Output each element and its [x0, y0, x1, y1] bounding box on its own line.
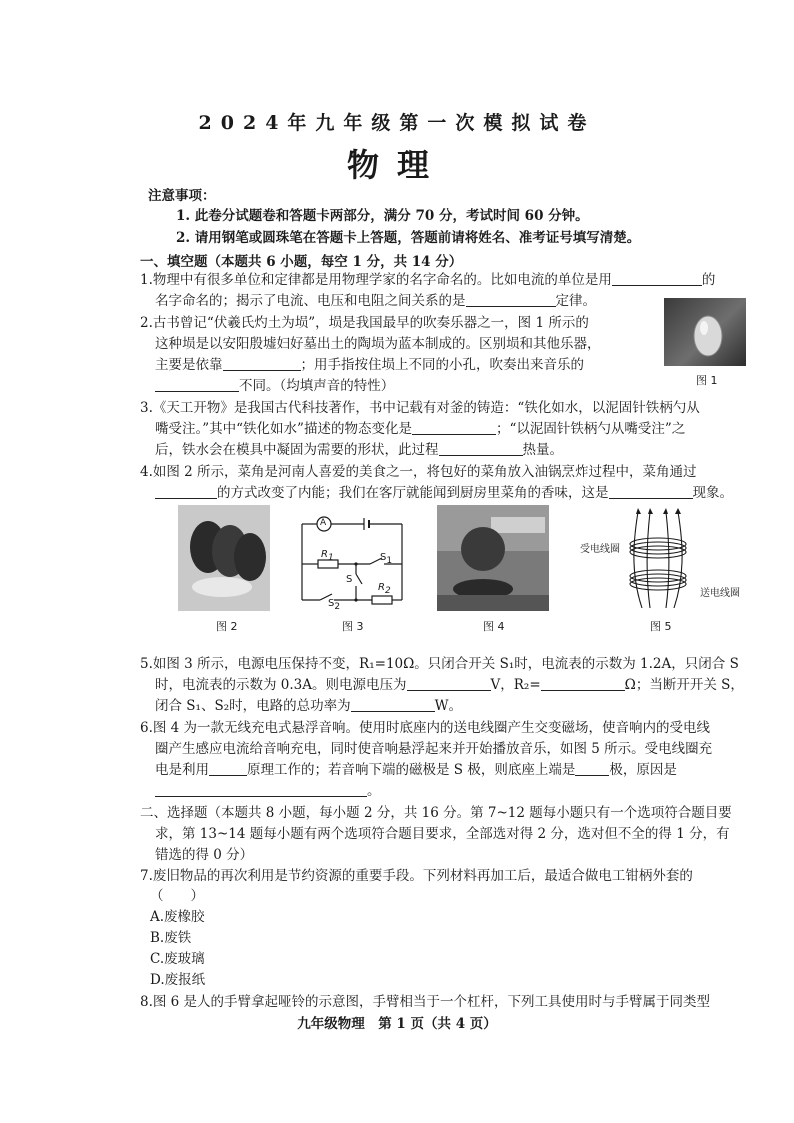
- receive-coil-label: 受电线圈: [580, 544, 620, 555]
- figure-2-caption: 图 2: [216, 620, 238, 633]
- fried-dumpling-icon: [178, 505, 270, 611]
- question-5-line-3: 闭合 S₁、S₂时，电路的总功率为 W。: [155, 698, 463, 714]
- notice-item-1: 1. 此卷分试题卷和答题卡两部分，满分 70 分，考试时间 60 分钟。: [176, 208, 589, 224]
- answer-blank[interactable]: [466, 292, 556, 307]
- s1-label: S1: [380, 552, 393, 566]
- question-2-line-4: 不同。（均填声音的特性）: [155, 376, 394, 396]
- answer-blank[interactable]: [412, 420, 496, 435]
- subject-title: 物理: [346, 146, 447, 184]
- figure-5-coil-diagram: [612, 508, 702, 612]
- r2-label: R2: [378, 582, 391, 596]
- page-footer: 九年级物理 第 1 页（共 4 页）: [297, 1016, 497, 1032]
- figure-5-caption: 图 5: [650, 620, 672, 633]
- answer-blank[interactable]: [155, 484, 217, 499]
- question-8-line-1: 8.图 6 是人的手臂拿起哑铃的示意图，手臂相当于一个杠杆，下列工具使用时与手臂属于同类型: [140, 994, 711, 1010]
- ammeter-label: A: [320, 518, 327, 528]
- question-6-line-4: 。: [155, 781, 381, 801]
- question-2-line-3: 主要是依靠 ；用手指按住埙上不同的小孔，吹奏出来音乐的: [155, 357, 584, 373]
- notice-heading: 注意事项：: [148, 188, 216, 204]
- answer-blank[interactable]: [155, 377, 239, 392]
- question-6-line-2: 圈产生感应电流给音响充电，同时使音响悬浮起来并开始播放音乐，如图 5 所示。受电线圈充: [155, 741, 713, 757]
- figure-3-caption: 图 3: [342, 620, 364, 633]
- question-3-line-1: 3.《天工开物》是我国古代科技著作，书中记载有对釜的铸造：“铁化如水，以泥固针铁柄勺从: [140, 400, 700, 416]
- send-coil-label: 送电线圈: [700, 588, 740, 599]
- levitating-speaker-icon: [437, 505, 549, 611]
- xun-icon: [664, 298, 746, 366]
- question-6-line-1: 6.图 4 为一款无线充电式悬浮音响。使用时底座内的送电线圈产生交变磁场，使音响内的受电线: [140, 720, 711, 736]
- section-2-heading-line-3: 错选的得 0 分）: [155, 847, 254, 863]
- question-5-line-2: 时，电流表的示数为 0.3A。则电源电压为 V，R₂= Ω；当断开开关 S，: [155, 677, 744, 693]
- question-7-line-1: 7.废旧物品的再次利用是节约资源的重要手段。下列材料再加工后，最适合做电工钳柄外套的: [140, 868, 693, 884]
- question-7-answer-bracket: （ ）: [150, 888, 204, 904]
- question-5-line-1: 5.如图 3 所示，电源电压保持不变，R₁=10Ω。只闭合开关 S₁时，电流表的示数为 1.2A，只闭合 S: [140, 656, 739, 672]
- figure-4-photo: [437, 505, 549, 611]
- option-a: A.废橡胶: [150, 909, 205, 925]
- section-2-heading-line-2: 求，第 13~14 题每小题有两个选项符合题目要求，全部选对得 2 分，选对但不全的得 1 分，有: [155, 826, 730, 842]
- option-c: C.废玻璃: [150, 951, 205, 967]
- answer-blank[interactable]: [612, 271, 702, 286]
- answer-blank[interactable]: [407, 676, 491, 691]
- question-1-line-1: 1.物理中有很多单位和定律都是用物理学家的名字命名的。比如电流的单位是用 的: [140, 272, 716, 288]
- question-2-line-2: 这种埙是以安阳殷墟妇好墓出土的陶埙为蓝本制成的。区别埙和其他乐器，: [155, 336, 601, 352]
- figure-1-xun-photo: [664, 298, 746, 366]
- figure-4-caption: 图 4: [483, 620, 505, 633]
- answer-blank[interactable]: [575, 761, 609, 776]
- question-6-line-3: 电是利用 原理工作的；若音响下端的磁极是 S 极，则底座上端是 极，原因是: [155, 762, 677, 778]
- answer-blank[interactable]: [609, 484, 693, 499]
- answer-blank[interactable]: [223, 356, 301, 371]
- answer-blank[interactable]: [209, 761, 247, 776]
- figure-1-caption: 图 1: [696, 374, 718, 387]
- notice-item-2: 2. 请用钢笔或圆珠笔在答题卡上答题，答题前请将姓名、准考证号填写清楚。: [176, 230, 641, 246]
- question-3-line-3: 后，铁水会在模具中凝固为需要的形状，此过程 热量。: [155, 442, 563, 458]
- question-3-line-2: 嘴受注。”其中“铁化如水”描述的物态变化是 ；“以泥固针铁柄勺从嘴受注”之: [155, 421, 686, 437]
- answer-blank[interactable]: [155, 782, 367, 797]
- exam-title: 2024年九年级第一次模拟试卷: [198, 112, 596, 134]
- option-b: B.废铁: [150, 930, 192, 946]
- s2-label: S2: [328, 598, 341, 612]
- section-1-heading: 一、填空题（本题共 6 小题，每空 1 分，共 14 分）: [140, 254, 463, 270]
- section-2-heading-line-1: 二、选择题（本题共 8 小题，每小题 2 分，共 16 分。第 7~12 题每小题只有一个选项符合题目要: [140, 805, 732, 821]
- question-1-line-2: 名字命名的；揭示了电流、电压和电阻之间关系的是 定律。: [155, 293, 596, 309]
- s-label: S: [346, 574, 353, 585]
- question-4-line-1: 4.如图 2 所示，菜角是河南人喜爱的美食之一，将包好的菜角放入油锅烹炸过程中，菜角通过: [140, 464, 697, 480]
- answer-blank[interactable]: [541, 676, 625, 691]
- r1-label: R1: [321, 549, 334, 563]
- question-2-line-1: 2.古书曾记“伏羲氏灼土为埙”，埙是我国最早的吹奏乐器之一，图 1 所示的: [140, 315, 589, 331]
- figure-2-photo: [178, 505, 270, 611]
- answer-blank[interactable]: [439, 441, 523, 456]
- answer-blank[interactable]: [351, 697, 435, 712]
- option-d: D.废报纸: [150, 972, 206, 988]
- question-4-line-2: 的方式改变了内能；我们在客厅就能闻到厨房里菜角的香味，这是 现象。: [155, 483, 733, 503]
